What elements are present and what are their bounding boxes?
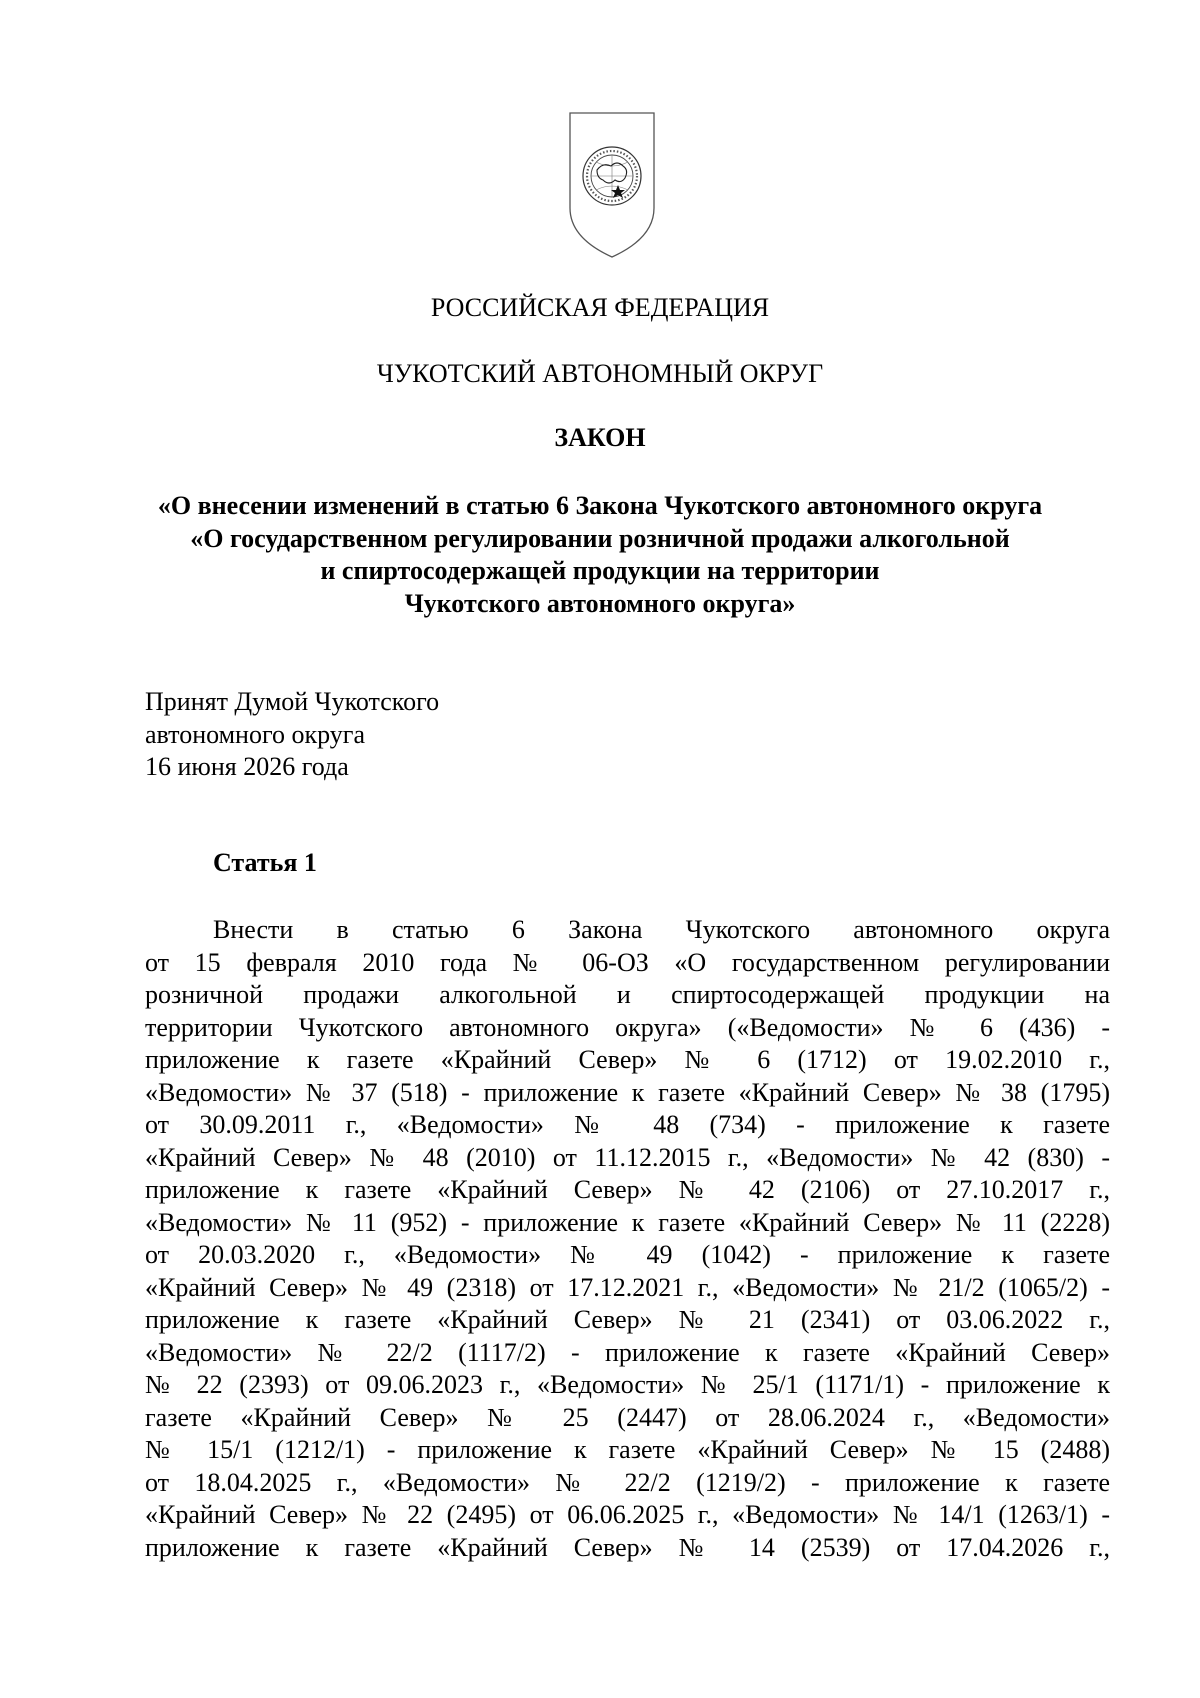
- adoption-info: [145, 686, 439, 784]
- article-text-line: «Ведомости» № 11 (952) - приложение к газете «Крайний Север» № 11 (2228): [145, 1207, 1110, 1237]
- article-text-line: «Крайний Север» № 48 (2010) от 11.12.2015 г., «Ведомости» № 42 (830) -: [145, 1142, 1110, 1172]
- article-text-line: розничной продажи алкогольной и спиртосодержащей продукции на: [145, 980, 1110, 1009]
- article-text-line: «Ведомости» № 37 (518) - приложение к газете «Крайний Север» № 38 (1795): [145, 1077, 1110, 1107]
- law-title-line: Чукотского автономного округа»: [404, 588, 796, 618]
- article-text-line: от 30.09.2011 г., «Ведомости» № 48 (734) - приложение к газете: [145, 1110, 1110, 1139]
- law-title: [0, 490, 1200, 620]
- adoption-date: 16 июня 2026 года: [145, 752, 349, 781]
- article-text-line: газете «Крайний Север» № 25 (2447) от 28.06.2024 г., «Ведомости»: [145, 1402, 1110, 1432]
- coat-of-arms-emblem: [567, 110, 657, 260]
- article-text-line: приложение к газете «Крайний Север» № 14 (2539) от 17.04.2026 г.,: [145, 1532, 1110, 1562]
- article-text-line: № 15/1 (1212/1) - приложение к газете «Крайний Север» № 15 (2488): [145, 1435, 1110, 1464]
- article-text-line: № 22 (2393) от 09.06.2023 г., «Ведомости» № 25/1 (1171/1) - приложение к: [145, 1370, 1110, 1399]
- law-title-line: «О государственном регулировании розничной продажи алкогольной: [190, 523, 1010, 553]
- law-title-line: и спиртосодержащей продукции на территории: [320, 556, 880, 585]
- article-text-line: приложение к газете «Крайний Север» № 6 (1712) от 19.02.2010 г.,: [145, 1045, 1110, 1074]
- adoption-line: Принят Думой Чукотского: [145, 687, 440, 716]
- country-name: РОССИЙСКАЯ ФЕДЕРАЦИЯ: [430, 293, 770, 322]
- article-text-line: приложение к газете «Крайний Север» № 21 (2341) от 03.06.2022 г.,: [145, 1305, 1110, 1334]
- article-heading: Статья 1: [213, 848, 317, 877]
- article-text-line: приложение к газете «Крайний Север» № 42 (2106) от 27.10.2017 г.,: [145, 1175, 1110, 1204]
- law-title-line: «О внесении изменений в статью 6 Закона Чукотского автономного округа: [157, 491, 1043, 520]
- article-text-line: «Крайний Север» № 22 (2495) от 06.06.2025 г., «Ведомости» № 14/1 (1263/1) -: [145, 1500, 1110, 1529]
- article-body: [145, 914, 1110, 1564]
- article-text-line: от 20.03.2020 г., «Ведомости» № 49 (1042) - приложение к газете: [145, 1240, 1110, 1269]
- chukotka-coat-of-arms-icon: [567, 110, 657, 260]
- article-text-line: Внести в статью 6 Закона Чукотского автономного округа: [213, 915, 1110, 944]
- article-text-line: от 15 февраля 2010 года № 06-ОЗ «О государственном регулировании: [145, 947, 1110, 977]
- region-name: ЧУКОТСКИЙ АВТОНОМНЫЙ ОКРУГ: [376, 359, 824, 388]
- article-text-line: «Ведомости» № 22/2 (1117/2) - приложение к газете «Крайний Север»: [145, 1337, 1110, 1367]
- article-text-line: «Крайний Север» № 49 (2318) от 17.12.2021 г., «Ведомости» № 21/2 (1065/2) -: [145, 1272, 1110, 1302]
- adoption-line: автономного округа: [145, 719, 365, 749]
- article-text-line: территории Чукотского автономного округа» («Ведомости» № 6 (436) -: [145, 1012, 1110, 1042]
- document-type: ЗАКОН: [554, 423, 646, 452]
- article-text-line: от 18.04.2025 г., «Ведомости» № 22/2 (1219/2) - приложение к газете: [145, 1467, 1110, 1497]
